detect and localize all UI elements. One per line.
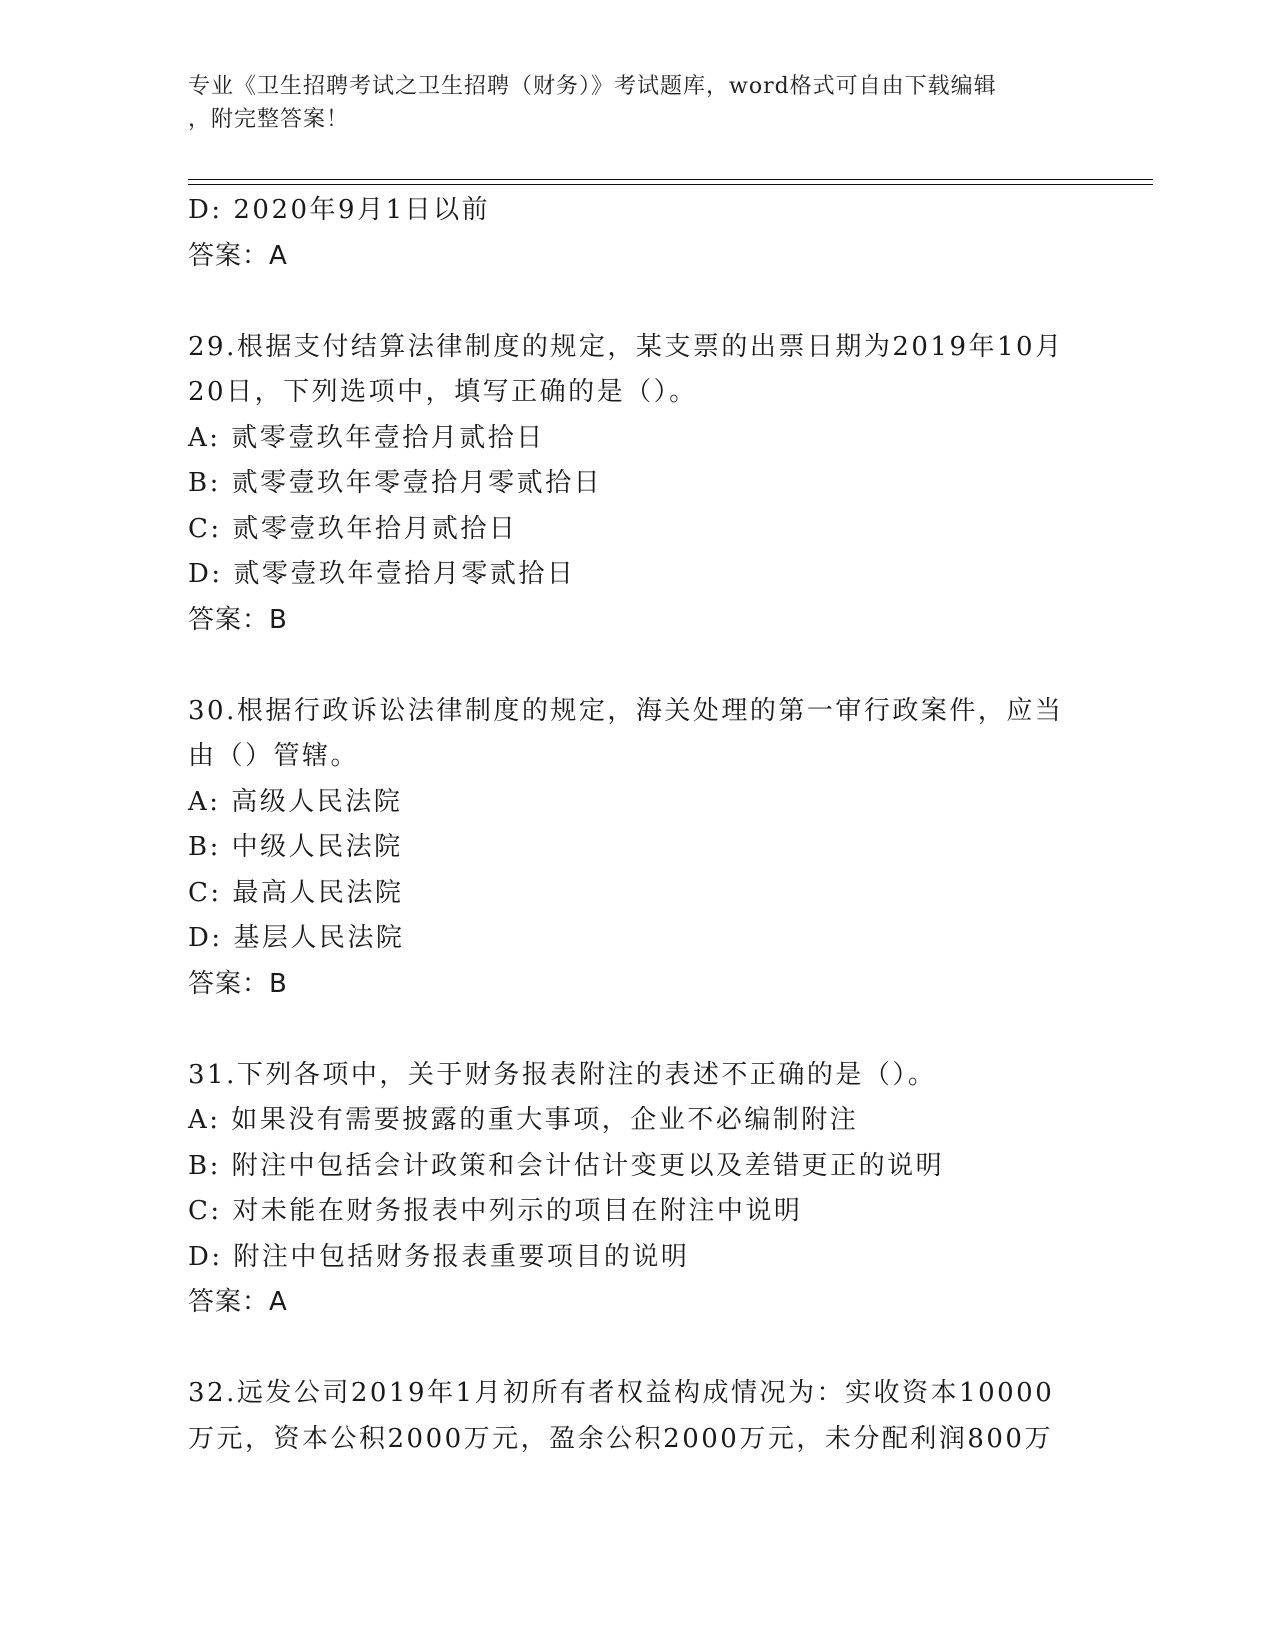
option-a: A: 高级人民法院: [188, 786, 403, 817]
option-d: D: 2020年9月1日以前: [188, 195, 491, 225]
option-c: C: 贰零壹玖年拾月贰拾日: [188, 513, 518, 544]
option-d: D: 基层人民法院: [188, 923, 405, 953]
answer-line: 答案：B: [188, 968, 288, 999]
option-c: C: 最高人民法院: [188, 877, 404, 908]
spacer: [188, 643, 1088, 689]
spacer: [188, 1007, 1088, 1053]
question-stem: 32.远发公司2019年1月初所有者权益构成情况为：实收资本10000: [188, 1378, 1055, 1408]
spacer: [188, 1326, 1088, 1372]
question-30: [188, 689, 1088, 1008]
spacer: [188, 279, 1088, 325]
document-header: [188, 70, 1068, 136]
question-stem-continued: 由（）管辖。: [188, 741, 360, 771]
question-stem-continued: 20日，下列选项中，填写正确的是（）。: [188, 377, 698, 407]
option-c: C: 对未能在财务报表中列示的项目在附注中说明: [188, 1196, 803, 1226]
question-stem: 29.根据支付结算法律制度的规定，某支票的出票日期为2019年10月: [188, 331, 1064, 362]
question-stem: 30.根据行政诉讼法律制度的规定，海关处理的第一审行政案件，应当: [188, 695, 1064, 726]
answer-line: 答案：A: [188, 240, 288, 271]
option-d: D: 贰零壹玖年壹拾月零贰拾日: [188, 559, 576, 589]
question-stem-continued: 万元，资本公积2000万元，盈余公积2000万元，未分配利润800万: [188, 1423, 1053, 1454]
question-31: [188, 1053, 1088, 1326]
header-divider-top: [188, 179, 1153, 180]
option-d: D: 附注中包括财务报表重要项目的说明: [188, 1241, 690, 1272]
header-line-2: ，附完整答案！: [188, 107, 350, 132]
question-32: [188, 1371, 1088, 1462]
question-content: [188, 188, 1088, 1462]
option-b: B: 贰零壹玖年零壹拾月零贰拾日: [188, 468, 603, 498]
option-b: B: 中级人民法院: [188, 832, 403, 862]
option-b: B: 附注中包括会计政策和会计估计变更以及差错更正的说明: [188, 1150, 945, 1181]
option-a: A: 贰零壹玖年壹拾月贰拾日: [188, 422, 545, 453]
header-line-1: 专业《卫生招聘考试之卫生招聘（财务）》考试题库，word格式可自由下载编辑: [188, 74, 997, 99]
option-a: A: 如果没有需要披露的重大事项，企业不必编制附注: [188, 1105, 859, 1135]
answer-line: 答案：B: [188, 604, 288, 635]
question-stem: 31.下列各项中，关于财务报表附注的表述不正确的是（）。: [188, 1059, 937, 1090]
header-divider-bottom: [188, 184, 1153, 185]
answer-line: 答案：A: [188, 1287, 288, 1317]
question-29: [188, 325, 1088, 644]
